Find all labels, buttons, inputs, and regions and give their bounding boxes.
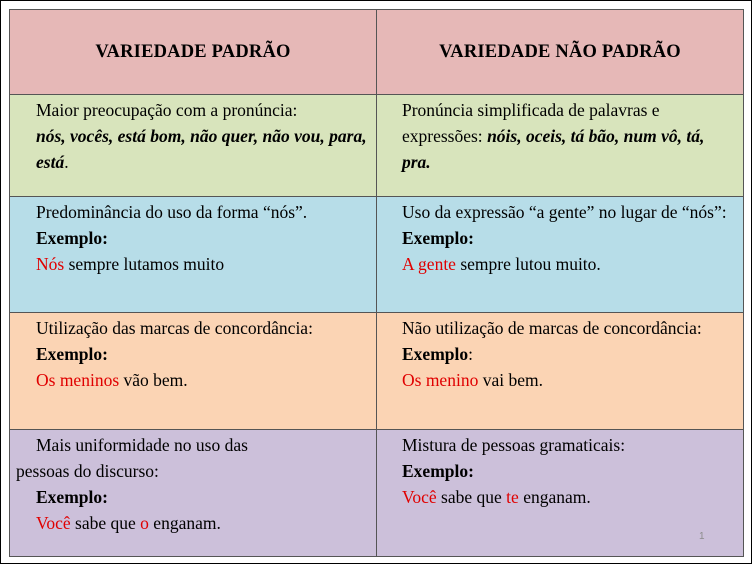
standard-persons-example-label: Exemplo: xyxy=(36,487,108,507)
row-agreement xyxy=(10,313,744,430)
standard-agreement-text: Utilização das marcas de concordância: xyxy=(36,318,313,338)
nonstandard-pronunciation-examples: nóis, oceis, tá bão, num vô, tá, pra. xyxy=(402,126,705,172)
cell-standard-persons xyxy=(10,430,377,557)
page-number: 1 xyxy=(699,531,705,542)
standard-persons-example-rest: enganam. xyxy=(148,513,221,533)
standard-persons-example-highlight-1: Você xyxy=(36,513,71,533)
nonstandard-pronoun-example-highlight: A gente xyxy=(402,254,456,274)
cell-nonstandard-pronoun xyxy=(377,197,744,313)
cell-standard-pronoun xyxy=(10,197,377,313)
standard-pronoun-example-label: Exemplo: xyxy=(36,228,108,248)
nonstandard-agreement-example-colon: : xyxy=(468,344,473,364)
standard-agreement-example-rest: vão bem. xyxy=(119,370,188,390)
header-nonstandard: VARIEDADE NÃO PADRÃO xyxy=(377,10,744,95)
standard-persons-text-a: Mais uniformidade no uso das xyxy=(36,435,248,455)
nonstandard-pronunciation-text: Pronúncia simplificada de palavras e expressões: xyxy=(402,100,660,146)
row-discourse-persons xyxy=(10,430,744,557)
standard-pronunciation-examples: nós, vocês, está bom, não quer, não vou, para, está xyxy=(36,126,367,172)
cell-standard-pronunciation xyxy=(10,95,377,197)
standard-persons-example-highlight-2: o xyxy=(140,513,149,533)
row-pronunciation xyxy=(10,95,744,197)
standard-pronunciation-end: . xyxy=(64,152,69,172)
standard-pronoun-example-highlight: Nós xyxy=(36,254,65,274)
nonstandard-pronoun-text: Uso da expressão “a gente” no lugar de “nós”: xyxy=(402,202,727,222)
standard-pronoun-example-rest: sempre lutamos muito xyxy=(64,254,225,274)
nonstandard-persons-example-highlight-2: te xyxy=(506,487,519,507)
cell-nonstandard-pronunciation xyxy=(377,95,744,197)
standard-agreement-example-highlight: Os meninos xyxy=(36,370,120,390)
comparison-table xyxy=(9,9,744,557)
nonstandard-agreement-text: Não utilização de marcas de concordância: xyxy=(402,318,702,338)
nonstandard-agreement-example-rest: vai bem. xyxy=(478,370,543,390)
row-pronoun-use xyxy=(10,197,744,313)
nonstandard-agreement-example-highlight: Os menino xyxy=(402,370,479,390)
standard-agreement-example-label: Exemplo: xyxy=(36,344,108,364)
nonstandard-persons-example-rest: enganam. xyxy=(518,487,591,507)
nonstandard-pronoun-example-label: Exemplo: xyxy=(402,228,474,248)
standard-persons-text-b: pessoas do discurso: xyxy=(16,461,159,481)
header-row xyxy=(10,10,744,95)
cell-nonstandard-persons xyxy=(377,430,744,557)
cell-nonstandard-agreement xyxy=(377,313,744,430)
standard-persons-example-mid: sabe que xyxy=(70,513,141,533)
nonstandard-persons-text: Mistura de pessoas gramaticais: xyxy=(402,435,626,455)
nonstandard-agreement-example-label: Exemplo xyxy=(402,344,469,364)
standard-pronunciation-text: Maior preocupação com a pronúncia: xyxy=(36,100,298,120)
header-standard: VARIEDADE PADRÃO xyxy=(10,10,377,95)
cell-standard-agreement xyxy=(10,313,377,430)
nonstandard-persons-example-label: Exemplo: xyxy=(402,461,474,481)
nonstandard-pronoun-example-rest: sempre lutou muito. xyxy=(455,254,601,274)
standard-pronoun-text: Predominância do uso da forma “nós”. xyxy=(36,202,308,222)
nonstandard-persons-example-highlight-1: Você xyxy=(402,487,437,507)
nonstandard-persons-example-mid: sabe que xyxy=(436,487,507,507)
